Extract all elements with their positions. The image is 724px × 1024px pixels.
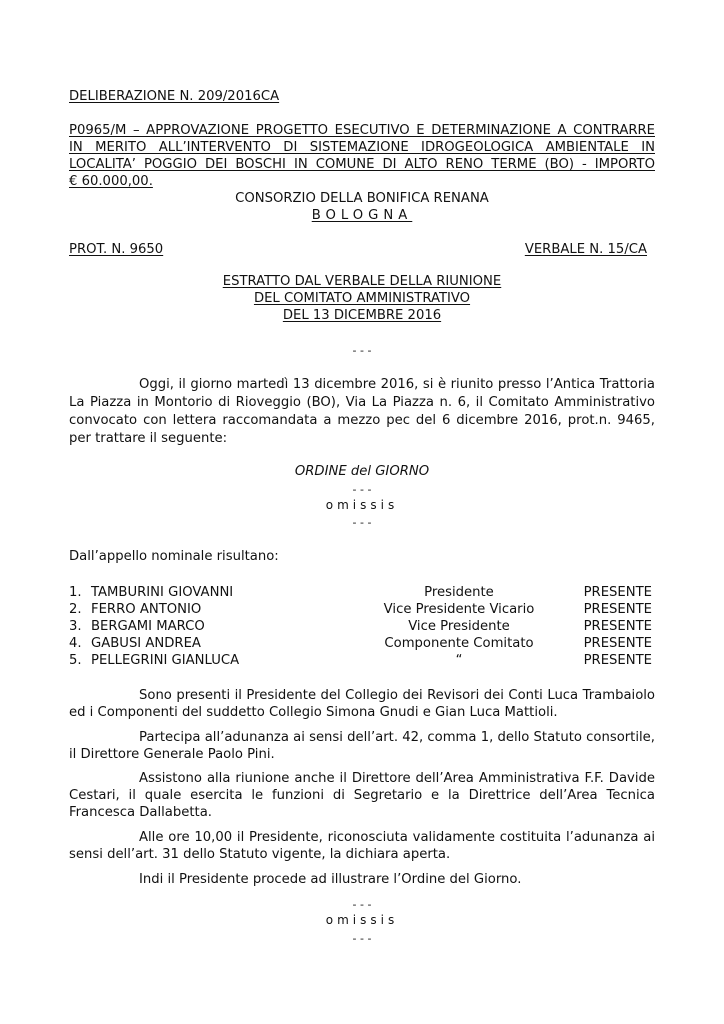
organization-name: CONSORZIO DELLA BONIFICA RENANA bbox=[235, 191, 489, 206]
subject-line-2: IN MERITO ALL’INTERVENTO DI SISTEMAZIONE IDROGEOLOGICA AMBIENTALE IN bbox=[69, 140, 655, 155]
attendee-status: PRESENTE bbox=[583, 585, 652, 600]
paragraph-ordine: Indi il Presidente procede ad illustrare l’Ordine del Giorno. bbox=[139, 872, 522, 887]
extract-text-2: DEL COMITATO AMMINISTRATIVO bbox=[253, 291, 471, 306]
paragraph-revisori: Sono presenti il Presidente del Collegio dei Revisori dei Conti Luca Trambaiolo ed i Componenti del suddetto Collegio Simona Gnudi e Gian Luca Mattioli. bbox=[69, 688, 655, 720]
deliberation-number: DELIBERAZIONE N. 209/2016CA bbox=[69, 89, 280, 104]
subject-line-4 bbox=[69, 173, 655, 190]
attendee-name: TAMBURINI GIOVANNI bbox=[91, 585, 234, 600]
organization-city bbox=[69, 207, 655, 224]
extract-text-3: DEL 13 DICEMBRE 2016 bbox=[282, 308, 442, 323]
attendee-name: PELLEGRINI GIANLUCA bbox=[91, 653, 240, 668]
attendee-role: Presidente bbox=[424, 585, 494, 600]
subject-line-3: LOCALITA’ POGGIO DEI BOSCHI IN COMUNE DI ALTO RENO TERME (BO) - IMPORTO bbox=[69, 157, 655, 172]
attendee-name: FERRO ANTONIO bbox=[91, 602, 202, 617]
document-page bbox=[69, 0, 655, 1024]
agenda-separator-top: - - - bbox=[352, 483, 372, 496]
attendee-status: PRESENTE bbox=[583, 653, 652, 668]
extract-line-3 bbox=[69, 307, 655, 324]
attendee-role: Componente Comitato bbox=[384, 636, 534, 651]
extract-line-1 bbox=[69, 273, 655, 290]
paragraph-apertura: Alle ore 10,00 il Presidente, riconosciuta validamente costituita l’adunanza ai sensi dell’art. 31 dello Statuto vigente, la dichiara aperta. bbox=[69, 830, 655, 862]
separator: - - - bbox=[352, 344, 372, 357]
final-omissis: omissis bbox=[325, 913, 399, 927]
attendee-name: GABUSI ANDREA bbox=[91, 636, 201, 651]
protocol-row bbox=[69, 241, 647, 258]
paragraph-direttore: Partecipa all’adunanza ai sensi dell’art. 42, comma 1, dello Statuto consortile, il Direttore Generale Paolo Pini. bbox=[69, 730, 655, 762]
protocol-number: PROT. N. 9650 bbox=[69, 242, 164, 257]
agenda-separator-bottom: - - - bbox=[352, 516, 372, 529]
extract-text-1: ESTRATTO DAL VERBALE DELLA RIUNIONE bbox=[222, 274, 502, 289]
attendee-num: 3. bbox=[69, 619, 82, 634]
attendee-status: PRESENTE bbox=[583, 636, 652, 651]
agenda-omissis: omissis bbox=[325, 498, 399, 512]
attendee-role: Vice Presidente bbox=[408, 619, 510, 634]
attendee-num: 5. bbox=[69, 653, 82, 668]
attendee-role: Vice Presidente Vicario bbox=[383, 602, 535, 617]
city-label: BOLOGNA bbox=[311, 208, 413, 223]
attendee-num: 1. bbox=[69, 585, 82, 600]
agenda-title: ORDINE del GIORNO bbox=[294, 464, 430, 479]
final-separator-bottom: - - - bbox=[352, 932, 372, 945]
paragraph-assistono: Assistono alla riunione anche il Direttore dell’Area Amministrativa F.F. Davide Cestari, il quale esercita le funzioni di Segretario e la Direttrice dell’Area Tecnica Francesca Dallabetta. bbox=[69, 771, 655, 820]
roll-call-intro: Dall’appello nominale risultano: bbox=[69, 549, 279, 564]
subject-amount: € 60.000,00. bbox=[69, 174, 153, 189]
subject-line-1: P0965/M – APPROVAZIONE PROGETTO ESECUTIVO E DETERMINAZIONE A CONTRARRE bbox=[69, 123, 655, 138]
attendee-status: PRESENTE bbox=[583, 619, 652, 634]
verbale-number: VERBALE N. 15/CA bbox=[524, 242, 647, 257]
attendee-role: “ bbox=[455, 653, 463, 668]
extract-line-2 bbox=[69, 290, 655, 307]
attendee-num: 2. bbox=[69, 602, 82, 617]
attendee-status: PRESENTE bbox=[583, 602, 652, 617]
attendee-num: 4. bbox=[69, 636, 82, 651]
attendee-name: BERGAMI MARCO bbox=[91, 619, 205, 634]
final-separator-top: - - - bbox=[352, 898, 372, 911]
intro-paragraph: Oggi, il giorno martedì 13 dicembre 2016, si è riunito presso l’Antica Trattoria La Piazza in Montorio di Rioveggio (BO), Via La Piazza n. 6, il Comitato Amministrativo convocato con lettera raccomandata a mezzo pec del 6 dicembre 2016, prot.n. 9465, per trattare il seguente: bbox=[69, 377, 655, 446]
